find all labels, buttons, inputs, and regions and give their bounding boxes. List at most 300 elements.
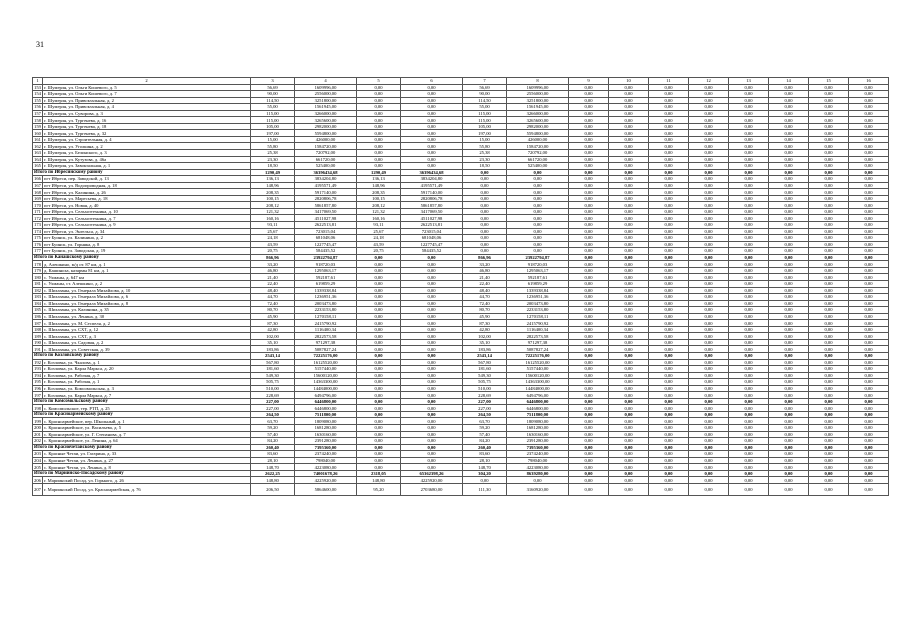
value-cell: 0,00 bbox=[401, 294, 463, 301]
value-cell: 181,60 bbox=[251, 366, 295, 373]
value-cell: 0,00 bbox=[609, 156, 649, 163]
value-cell: 83,60 bbox=[251, 451, 295, 458]
value-cell: 6446800,00 bbox=[507, 398, 569, 405]
row-number: 158 bbox=[34, 117, 41, 123]
value-cell: 8639280,00 bbox=[507, 470, 569, 477]
address-cell: пгт Ибреси, ул. Сельхозтехника, д. 9 bbox=[43, 222, 251, 229]
value-cell: 1295063,17 bbox=[507, 267, 569, 274]
value-cell: 100,15 bbox=[357, 195, 401, 202]
value-cell: 0,00 bbox=[463, 202, 507, 209]
value-cell: 0,00 bbox=[401, 379, 463, 386]
value-cell: 2622513,81 bbox=[401, 222, 463, 229]
value-cell: 0,00 bbox=[649, 366, 689, 373]
address-cell: г. Шумерля, ул. Привокзальная, д. 4 bbox=[43, 104, 251, 111]
value-cell: 1270158,11 bbox=[295, 313, 357, 320]
address-cell: с. Ухманы, ст. Алешкино, д. 2 bbox=[43, 280, 251, 287]
value-cell: 0,00 bbox=[463, 228, 507, 235]
column-number: 3 bbox=[251, 78, 295, 85]
value-cell: 0,00 bbox=[569, 307, 609, 314]
value-cell: 35,10 bbox=[463, 339, 507, 346]
value-cell: 0,00 bbox=[689, 248, 729, 255]
value-cell: 0,00 bbox=[569, 411, 609, 418]
value-cell: 0,00 bbox=[769, 182, 809, 189]
value-cell: 160,16 bbox=[251, 215, 295, 222]
value-cell: 0,00 bbox=[401, 313, 463, 320]
value-cell: 0,00 bbox=[463, 176, 507, 183]
value-cell: 208,12 bbox=[357, 202, 401, 209]
value-cell: 3265600,00 bbox=[507, 117, 569, 124]
value-cell: 0,00 bbox=[769, 261, 809, 268]
value-cell: 102,00 bbox=[463, 333, 507, 340]
value-cell: 0,00 bbox=[769, 176, 809, 183]
value-cell: 0,00 bbox=[609, 431, 649, 438]
value-cell: 0,00 bbox=[809, 431, 849, 438]
value-cell: 2543,14 bbox=[251, 352, 295, 359]
value-cell: 0,00 bbox=[569, 313, 609, 320]
value-cell: 0,00 bbox=[357, 451, 401, 458]
address-cell: г. Шумерля, ул. Тургенева, д. 18 bbox=[43, 123, 251, 130]
value-cell: 0,00 bbox=[689, 418, 729, 425]
value-cell: 1681280,00 bbox=[295, 424, 357, 431]
value-cell: 0,00 bbox=[649, 195, 689, 202]
value-cell: 22,40 bbox=[251, 280, 295, 287]
value-cell: 0,00 bbox=[769, 464, 809, 471]
value-cell: 24,18 bbox=[251, 235, 295, 242]
value-cell: 0,00 bbox=[809, 333, 849, 340]
value-cell: 0,00 bbox=[689, 359, 729, 366]
value-cell: 971297,38 bbox=[507, 339, 569, 346]
value-cell: 208,35 bbox=[357, 189, 401, 196]
value-cell: 0,00 bbox=[689, 398, 729, 405]
value-cell: 264,50 bbox=[463, 411, 507, 418]
value-cell: 23,30 bbox=[463, 156, 507, 163]
column-number: 14 bbox=[769, 78, 809, 85]
value-cell: 0,00 bbox=[729, 189, 769, 196]
value-cell: 0,00 bbox=[809, 195, 849, 202]
value-cell: 0,00 bbox=[357, 444, 401, 451]
value-cell: 0,00 bbox=[569, 241, 609, 248]
value-cell: 84,20 bbox=[251, 438, 295, 445]
value-cell: 0,00 bbox=[401, 444, 463, 451]
value-cell: 0,00 bbox=[401, 326, 463, 333]
row-number: 154 bbox=[34, 91, 41, 97]
value-cell: 0,00 bbox=[849, 195, 889, 202]
value-cell: 0,00 bbox=[849, 254, 889, 261]
value-cell: 4511027,98 bbox=[401, 215, 463, 222]
value-cell: 0,00 bbox=[569, 483, 609, 495]
row-number: 168 bbox=[34, 189, 41, 195]
value-cell: 0,00 bbox=[507, 477, 569, 484]
row-number: 167 bbox=[34, 183, 41, 189]
value-cell: 0,00 bbox=[649, 84, 689, 91]
value-cell: 0,00 bbox=[729, 143, 769, 150]
value-cell: 0,00 bbox=[357, 91, 401, 98]
value-cell: 3251800,00 bbox=[507, 97, 569, 104]
value-cell: 2556000,00 bbox=[507, 91, 569, 98]
value-cell: 6446800,00 bbox=[295, 405, 357, 412]
value-cell: 0,00 bbox=[609, 457, 649, 464]
value-cell: 0,00 bbox=[809, 464, 849, 471]
row-number: 195 bbox=[34, 379, 41, 385]
value-cell: 0,00 bbox=[849, 457, 889, 464]
district-total-label: Итого по Красноармейскому району bbox=[33, 411, 251, 418]
address-cell: г. Козловка, ул. Чкалова, д. 1 bbox=[43, 359, 251, 366]
value-cell: 80,70 bbox=[251, 307, 295, 314]
value-cell: 0,00 bbox=[769, 248, 809, 255]
address-cell: с. Шихазаны, ул. Генерала Михайлова, д. 8 bbox=[43, 300, 251, 307]
value-cell: 0,00 bbox=[729, 411, 769, 418]
value-cell: 0,00 bbox=[401, 267, 463, 274]
value-cell: 0,00 bbox=[401, 287, 463, 294]
row-number: 170 bbox=[34, 202, 41, 208]
value-cell: 0,00 bbox=[569, 228, 609, 235]
row-number: 162 bbox=[34, 143, 41, 149]
value-cell: 0,00 bbox=[849, 110, 889, 117]
value-cell: 15600120,00 bbox=[507, 372, 569, 379]
value-cell: 0,00 bbox=[729, 464, 769, 471]
value-cell: 0,00 bbox=[729, 267, 769, 274]
value-cell: 2374240,00 bbox=[295, 451, 357, 458]
value-cell: 0,00 bbox=[769, 215, 809, 222]
value-cell: 0,00 bbox=[689, 457, 729, 464]
value-cell: 0,00 bbox=[463, 195, 507, 202]
value-cell: 0,00 bbox=[357, 150, 401, 157]
value-cell: 0,00 bbox=[729, 320, 769, 327]
value-cell: 0,00 bbox=[357, 339, 401, 346]
value-cell: 0,00 bbox=[507, 235, 569, 242]
value-cell: 0,00 bbox=[401, 117, 463, 124]
value-cell: 0,00 bbox=[357, 398, 401, 405]
value-cell: 0,00 bbox=[809, 366, 849, 373]
value-cell: 3417069,50 bbox=[401, 208, 463, 215]
value-cell: 0,00 bbox=[729, 346, 769, 353]
value-cell: 0,00 bbox=[609, 150, 649, 157]
value-cell: 0,00 bbox=[849, 424, 889, 431]
value-cell: 2622513,81 bbox=[295, 222, 357, 229]
value-cell: 0,00 bbox=[649, 483, 689, 495]
value-cell: 0,00 bbox=[357, 431, 401, 438]
value-cell: 5861857,80 bbox=[295, 202, 357, 209]
address-cell: пгт Буинск, ул. Калинина, д. 2 bbox=[43, 235, 251, 242]
value-cell: 0,00 bbox=[649, 169, 689, 176]
value-cell: 0,00 bbox=[357, 163, 401, 170]
value-cell: 592187,61 bbox=[295, 274, 357, 281]
value-cell: 0,00 bbox=[649, 470, 689, 477]
value-cell: 0,00 bbox=[649, 130, 689, 137]
value-cell: 0,00 bbox=[609, 208, 649, 215]
value-cell: 57,40 bbox=[251, 431, 295, 438]
value-cell: 0,00 bbox=[569, 195, 609, 202]
value-cell: 0,00 bbox=[401, 91, 463, 98]
value-cell: 0,00 bbox=[729, 130, 769, 137]
value-cell: 0,00 bbox=[849, 444, 889, 451]
row-number: 172 bbox=[34, 215, 41, 221]
value-cell: 56,69 bbox=[251, 84, 295, 91]
value-cell: 681048,06 bbox=[401, 235, 463, 242]
value-cell: 5861857,80 bbox=[401, 202, 463, 209]
value-cell: 0,00 bbox=[609, 280, 649, 287]
value-cell: 0,00 bbox=[729, 457, 769, 464]
value-cell: 0,00 bbox=[569, 202, 609, 209]
value-cell: 228,69 bbox=[251, 392, 295, 399]
value-cell: 0,00 bbox=[849, 261, 889, 268]
value-cell: 0,00 bbox=[357, 130, 401, 137]
value-cell: 0,00 bbox=[809, 215, 849, 222]
row-number: 175 bbox=[34, 235, 41, 241]
value-cell: 0,00 bbox=[689, 189, 729, 196]
value-cell: 14484000,00 bbox=[507, 385, 569, 392]
value-cell: 0,00 bbox=[649, 202, 689, 209]
value-cell: 0,00 bbox=[649, 359, 689, 366]
address-cell: г. Козловка, ул. Рабочая, д. 1 bbox=[43, 379, 251, 386]
value-cell: 4225920,00 bbox=[295, 477, 357, 484]
value-cell: 0,00 bbox=[357, 326, 401, 333]
value-cell: 0,00 bbox=[609, 267, 649, 274]
value-cell: 510,00 bbox=[463, 385, 507, 392]
value-cell: 0,00 bbox=[769, 84, 809, 91]
value-cell: 0,00 bbox=[849, 385, 889, 392]
value-cell: 0,00 bbox=[689, 97, 729, 104]
value-cell: 0,00 bbox=[769, 169, 809, 176]
value-cell: 0,00 bbox=[401, 163, 463, 170]
value-cell: 0,00 bbox=[809, 457, 849, 464]
value-cell: 0,00 bbox=[689, 326, 729, 333]
value-cell: 0,00 bbox=[649, 438, 689, 445]
value-cell: 0,00 bbox=[649, 136, 689, 143]
value-cell: 0,00 bbox=[729, 333, 769, 340]
value-cell: 0,00 bbox=[649, 333, 689, 340]
value-cell: 723015,04 bbox=[401, 228, 463, 235]
value-cell: 0,00 bbox=[649, 163, 689, 170]
value-cell: 661720,00 bbox=[507, 156, 569, 163]
value-cell: 0,00 bbox=[609, 411, 649, 418]
value-cell: 0,00 bbox=[401, 307, 463, 314]
value-cell: 84,20 bbox=[463, 438, 507, 445]
value-cell: 0,00 bbox=[401, 405, 463, 412]
row-number: 155 bbox=[34, 97, 41, 103]
value-cell: 0,00 bbox=[569, 320, 609, 327]
value-cell: 0,00 bbox=[689, 156, 729, 163]
value-cell: 0,00 bbox=[609, 195, 649, 202]
value-cell: 0,00 bbox=[609, 228, 649, 235]
value-cell: 0,00 bbox=[849, 398, 889, 405]
value-cell: 0,00 bbox=[729, 274, 769, 281]
value-cell: 426000,00 bbox=[507, 136, 569, 143]
value-cell: 0,00 bbox=[769, 405, 809, 412]
value-cell: 0,00 bbox=[809, 346, 849, 353]
value-cell: 0,00 bbox=[401, 333, 463, 340]
value-cell: 148,80 bbox=[251, 477, 295, 484]
value-cell: 0,00 bbox=[649, 418, 689, 425]
value-cell: 2556000,00 bbox=[295, 91, 357, 98]
row-number: 174 bbox=[34, 228, 41, 234]
value-cell: 0,00 bbox=[649, 313, 689, 320]
value-cell: 0,00 bbox=[689, 438, 729, 445]
value-cell: 0,00 bbox=[809, 274, 849, 281]
value-cell: 0,00 bbox=[809, 130, 849, 137]
value-cell: 148,70 bbox=[463, 464, 507, 471]
value-cell: 0,00 bbox=[357, 359, 401, 366]
value-cell: 0,00 bbox=[809, 411, 849, 418]
value-cell: 0,00 bbox=[689, 274, 729, 281]
value-cell: 3265600,00 bbox=[295, 117, 357, 124]
value-cell: 0,00 bbox=[569, 294, 609, 301]
value-cell: 55,80 bbox=[463, 143, 507, 150]
value-cell: 0,00 bbox=[609, 418, 649, 425]
value-cell: 0,00 bbox=[809, 392, 849, 399]
value-cell: 0,00 bbox=[809, 176, 849, 183]
value-cell: 0,00 bbox=[809, 477, 849, 484]
value-cell: 0,00 bbox=[507, 189, 569, 196]
value-cell: 0,00 bbox=[401, 156, 463, 163]
value-cell: 80,70 bbox=[463, 307, 507, 314]
value-cell: 0,00 bbox=[769, 254, 809, 261]
value-cell: 2415790,92 bbox=[507, 320, 569, 327]
value-cell: 0,00 bbox=[689, 208, 729, 215]
row-number: 204 bbox=[34, 457, 41, 463]
value-cell: 16125520,00 bbox=[295, 359, 357, 366]
value-cell: 0,00 bbox=[729, 182, 769, 189]
value-cell: 63,70 bbox=[463, 418, 507, 425]
value-cell: 3834204,80 bbox=[401, 176, 463, 183]
value-cell: 0,00 bbox=[357, 346, 401, 353]
value-cell: 0,00 bbox=[357, 267, 401, 274]
value-cell: 0,00 bbox=[769, 359, 809, 366]
value-cell: 0,00 bbox=[649, 150, 689, 157]
value-cell: 0,00 bbox=[769, 470, 809, 477]
value-cell: 971297,38 bbox=[295, 339, 357, 346]
row-number: 184 bbox=[34, 300, 41, 306]
value-cell: 0,00 bbox=[649, 123, 689, 130]
value-cell: 0,00 bbox=[569, 359, 609, 366]
value-cell: 0,00 bbox=[569, 470, 609, 477]
value-cell: 0,00 bbox=[809, 110, 849, 117]
value-cell: 2543,14 bbox=[463, 352, 507, 359]
value-cell: 0,00 bbox=[609, 379, 649, 386]
value-cell: 0,00 bbox=[769, 189, 809, 196]
value-cell: 0,00 bbox=[809, 483, 849, 495]
table-row bbox=[33, 483, 889, 495]
value-cell: 0,00 bbox=[729, 483, 769, 495]
value-cell: 0,00 bbox=[809, 424, 849, 431]
value-cell: 0,00 bbox=[401, 84, 463, 91]
value-cell: 45,90 bbox=[463, 313, 507, 320]
value-cell: 65362398,26 bbox=[401, 470, 463, 477]
value-cell: 0,00 bbox=[809, 208, 849, 215]
value-cell: 0,00 bbox=[769, 117, 809, 124]
value-cell: 4225920,00 bbox=[401, 477, 463, 484]
value-cell: 0,00 bbox=[569, 287, 609, 294]
row-number: 205 bbox=[34, 464, 41, 470]
value-cell: 0,00 bbox=[609, 117, 649, 124]
value-cell: 0,00 bbox=[649, 143, 689, 150]
value-cell: 0,00 bbox=[769, 97, 809, 104]
value-cell: 72,40 bbox=[463, 300, 507, 307]
value-cell: 0,00 bbox=[769, 202, 809, 209]
value-cell: 0,00 bbox=[401, 254, 463, 261]
row-number: 177 bbox=[34, 248, 41, 254]
value-cell: 1630160,00 bbox=[507, 431, 569, 438]
value-cell: 0,00 bbox=[463, 248, 507, 255]
row-number: 171 bbox=[34, 209, 41, 215]
address-cell: пгт Ибреси, ул. Водопроводная, д. 18 bbox=[43, 182, 251, 189]
value-cell: 723015,04 bbox=[295, 228, 357, 235]
value-cell: 0,00 bbox=[569, 235, 609, 242]
value-cell: 95,20 bbox=[357, 483, 401, 495]
value-cell: 0,00 bbox=[809, 405, 849, 412]
value-cell: 0,00 bbox=[609, 359, 649, 366]
value-cell: 0,00 bbox=[609, 91, 649, 98]
value-cell: 0,00 bbox=[729, 136, 769, 143]
value-cell: 0,00 bbox=[569, 156, 609, 163]
value-cell: 0,00 bbox=[609, 313, 649, 320]
value-cell: 6446800,00 bbox=[295, 398, 357, 405]
value-cell: 0,00 bbox=[569, 477, 609, 484]
value-cell: 0,00 bbox=[689, 307, 729, 314]
row-number: 183 bbox=[34, 294, 41, 300]
row-number: 194 bbox=[34, 372, 41, 378]
value-cell: 227,00 bbox=[463, 398, 507, 405]
value-cell: 0,00 bbox=[809, 241, 849, 248]
address-cell: г. Шумерля, ул. Суворова, д. 3 bbox=[43, 110, 251, 117]
value-cell: 0,00 bbox=[689, 333, 729, 340]
value-cell: 3417069,50 bbox=[295, 208, 357, 215]
value-cell: 0,00 bbox=[401, 97, 463, 104]
value-cell: 0,00 bbox=[729, 366, 769, 373]
value-cell: 0,00 bbox=[569, 366, 609, 373]
value-cell: 0,00 bbox=[809, 451, 849, 458]
value-cell: 48,40 bbox=[251, 287, 295, 294]
value-cell: 0,00 bbox=[463, 477, 507, 484]
value-cell: 264,50 bbox=[251, 411, 295, 418]
value-cell: 0,00 bbox=[729, 228, 769, 235]
value-cell: 46,80 bbox=[251, 267, 295, 274]
value-cell: 227,00 bbox=[251, 405, 295, 412]
value-cell: 0,00 bbox=[569, 444, 609, 451]
value-cell: 59,20 bbox=[463, 424, 507, 431]
value-cell: 0,00 bbox=[609, 326, 649, 333]
value-cell: 0,00 bbox=[401, 300, 463, 307]
value-cell: 0,00 bbox=[649, 451, 689, 458]
value-cell: 0,00 bbox=[809, 104, 849, 111]
value-cell: 0,00 bbox=[769, 123, 809, 130]
value-cell: 0,00 bbox=[689, 385, 729, 392]
value-cell: 0,00 bbox=[609, 320, 649, 327]
value-cell: 0,00 bbox=[849, 352, 889, 359]
value-cell: 2233153,80 bbox=[507, 307, 569, 314]
value-cell: 0,00 bbox=[849, 189, 889, 196]
value-cell: 2233153,80 bbox=[295, 307, 357, 314]
value-cell: 0,00 bbox=[357, 104, 401, 111]
value-cell: 0,00 bbox=[609, 366, 649, 373]
value-cell: 0,00 bbox=[649, 326, 689, 333]
address-cell: г. Шумерля, ул. Тургенева, д. 16 bbox=[43, 117, 251, 124]
value-cell: 584435,52 bbox=[401, 248, 463, 255]
value-cell: 0,00 bbox=[401, 104, 463, 111]
value-cell: 0,00 bbox=[769, 385, 809, 392]
value-cell: 181,60 bbox=[463, 366, 507, 373]
value-cell: 105,00 bbox=[463, 123, 507, 130]
value-cell: 2982000,00 bbox=[507, 123, 569, 130]
value-cell: 2003473,80 bbox=[295, 300, 357, 307]
address-cell: д. Алешкино, м/д от. 87 км, д. 1 bbox=[43, 261, 251, 268]
value-cell: 18,50 bbox=[251, 163, 295, 170]
value-cell: 0,00 bbox=[849, 346, 889, 353]
value-cell: 0,00 bbox=[609, 189, 649, 196]
value-cell: 0,00 bbox=[769, 346, 809, 353]
value-cell: 0,00 bbox=[849, 359, 889, 366]
value-cell: 0,00 bbox=[729, 91, 769, 98]
